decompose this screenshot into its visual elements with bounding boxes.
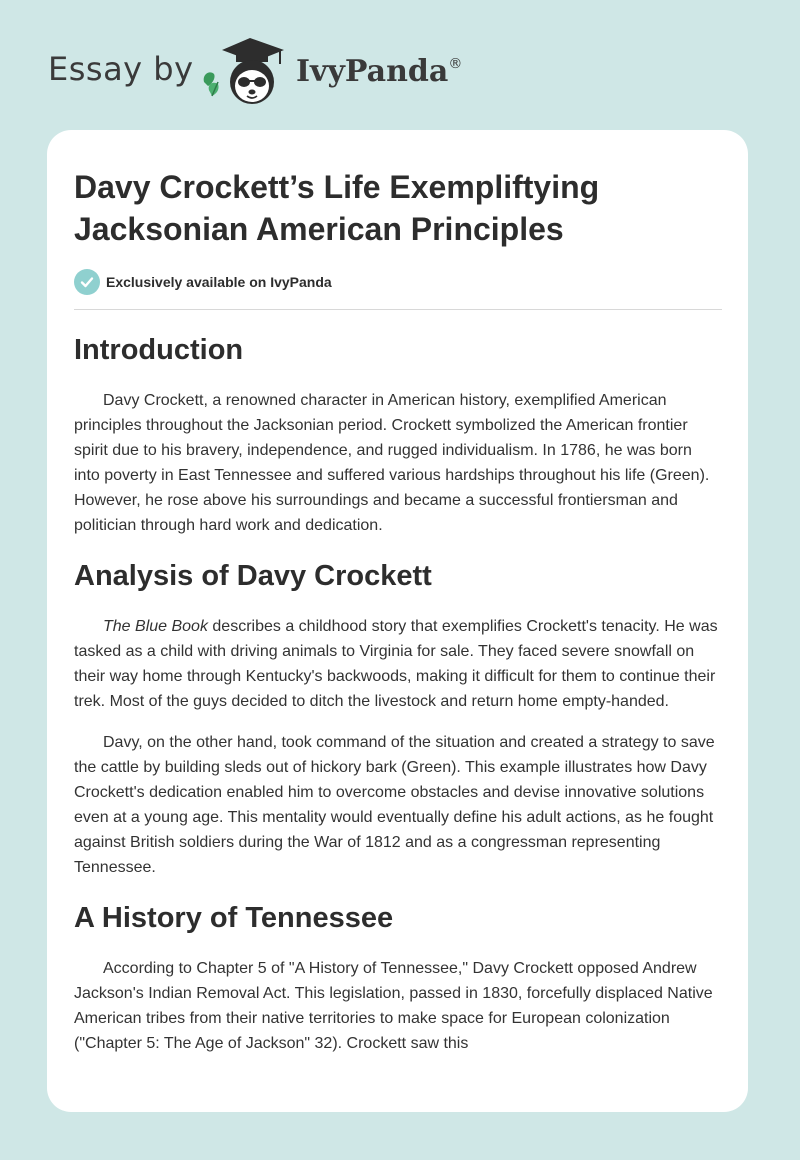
section-heading: Analysis of Davy Crockett <box>74 560 432 592</box>
exclusive-badge <box>74 268 722 296</box>
registered-mark: ® <box>448 56 463 72</box>
book-title: The Blue Book <box>103 618 208 635</box>
panda-logo-icon[interactable] <box>200 34 292 108</box>
divider <box>74 309 722 310</box>
check-icon <box>74 269 100 295</box>
essay-content <box>74 130 722 1056</box>
paragraph: According to Chapter 5 of "A History of Tennessee," Davy Crockett opposed Andrew Jackson's Indian Removal Act. This legislation, passed in 1830, forcefully displaced Native American tribes from their native territories to make space for European colonization ("Chapter 5: The Age of Jackson" 32). Crockett saw this <box>74 960 713 1052</box>
paragraph <box>74 614 722 714</box>
essay-title: Davy Crockett’s Life Exempliftying Jacksonian American Principles <box>74 169 600 247</box>
section-introduction <box>74 332 722 538</box>
section-history <box>74 900 722 1056</box>
paragraph-text: describes a childhood story that exemplifies Crockett's tenacity. He was tasked as a child with driving animals to Virginia for sale. They faced severe snowfall on their way home through Kentucky's backwoods, making it difficult for them to continue their trek. Most of the guys decided to ditch the livestock and return home empty-handed. <box>74 618 718 710</box>
badge-text: Exclusively available on IvyPanda <box>106 274 332 290</box>
section-analysis <box>74 558 722 880</box>
section-heading: A History of Tennessee <box>74 902 394 934</box>
ivy-leaf-icon <box>204 72 219 96</box>
essay-by-label: Essay by <box>48 50 194 88</box>
section-heading: Introduction <box>74 334 244 366</box>
brand-label: IvyPanda <box>296 54 449 89</box>
paragraph: Davy, on the other hand, took command of the situation and created a strategy to save the cattle by building sleds out of hickory bark (Green). This example illustrates how Davy Crockett's dedication enabled him to overcome obstacles and devise innovative solutions even at a young age. This mentality would eventually define his adult actions, as he fought against British soldiers during the War of 1812 and as a congressman representing Tennessee. <box>74 734 715 876</box>
paragraph: Davy Crockett, a renowned character in American history, exemplified American principles throughout the Jacksonian period. Crockett symbolized the American frontier spirit due to his bravery, independence, and rugged individualism. In 1786, he was born into poverty in East Tennessee and suffered various hardships throughout his life (Green). However, he rose above his surroundings and became a successful frontiersman and politician through hard work and dedication. <box>74 392 710 534</box>
essay-card <box>47 130 748 1112</box>
site-header <box>0 0 800 130</box>
brand-name[interactable] <box>296 54 462 89</box>
